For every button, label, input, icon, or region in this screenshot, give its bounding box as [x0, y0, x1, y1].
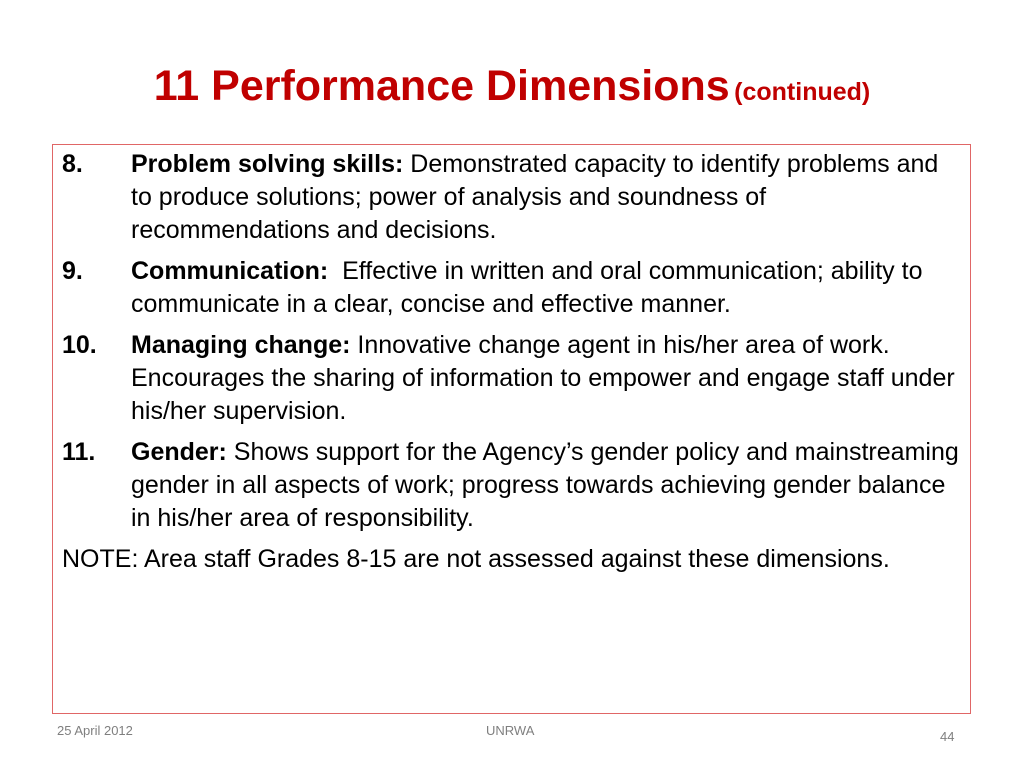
- page-number: 44: [940, 729, 955, 744]
- item-number: 8.: [62, 150, 83, 178]
- title-text: 11 Performance Dimensions: [153, 62, 730, 110]
- note-text: NOTE: Area staff Grades 8-15 are not assessed against these dimensions.: [62, 545, 890, 573]
- item-heading: Gender:: [131, 438, 227, 466]
- item-text: Shows support for the Agency’s gender policy and mainstreaming gender in all aspects of work; progress towards achieving gender balance in his/her area of responsibility.: [131, 438, 959, 532]
- item-text: Demonstrated capacity to identify problems and to produce solutions; power of analysis and soundness of recommendations and decisions.: [131, 150, 939, 244]
- list-item: [62, 436, 962, 535]
- item-number: 11.: [62, 438, 96, 466]
- item-number: 9.: [62, 257, 83, 285]
- dimensions-list: [62, 148, 962, 576]
- item-heading: Managing change:: [131, 331, 351, 359]
- footer-date: 25 April 2012: [57, 723, 133, 738]
- item-text: Effective in written and oral communication; ability to communicate in a clear, concise and effective manner.: [131, 257, 930, 318]
- item-heading: Communication:: [131, 257, 329, 285]
- slide-title: [0, 62, 1024, 111]
- title-suffix: (continued): [734, 78, 871, 106]
- list-item: [62, 255, 962, 321]
- footer-organization: UNRWA: [486, 723, 535, 738]
- item-heading: Problem solving skills:: [131, 150, 404, 178]
- item-text: Innovative change agent in his/her area of work. Encourages the sharing of information to empower and engage staff under his/her supervision.: [131, 331, 955, 425]
- item-number: 10.: [62, 331, 97, 359]
- list-item: [62, 329, 962, 428]
- list-item: [62, 148, 962, 247]
